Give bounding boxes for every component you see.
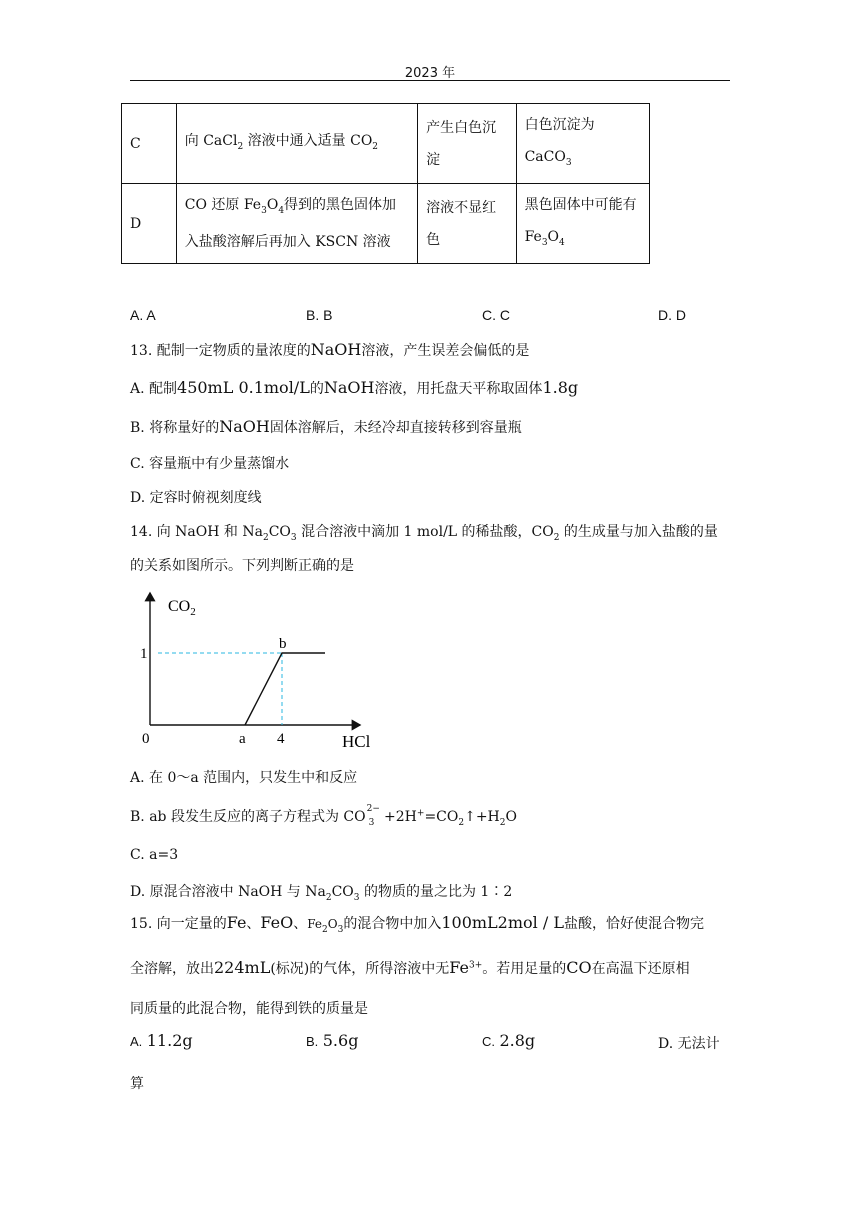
q15-stem-line1: 15. 向一定量的Fe、FeO、$Fe_2O_3$的混合物中加入100mL2mol / L盐酸，恰好使混合物完 (130, 913, 704, 935)
q13-option-c[interactable]: C. 容量瓶中有少量蒸馏水 (130, 456, 290, 472)
point-a-label: a (239, 731, 246, 747)
q14-option-d[interactable]: D. 原混合溶液中 NaOH 与 $Na_2CO_3$ 的物质的量之比为 1∶2 (130, 884, 513, 903)
q14-stem-line2: 的关系如图所示。下列判断正确的是 (130, 558, 354, 574)
q15-option-a[interactable]: A. 11.2g (130, 1031, 193, 1050)
choice-c[interactable]: C. C (482, 307, 510, 323)
q14-option-b[interactable]: B. ab 段发生反应的离子方程式为 CO 2− 3 $+2H^+=CO_2↑+H_2O$ (130, 804, 517, 828)
q15-option-b[interactable]: B. 5.6g (306, 1031, 359, 1050)
q15-option-d-continued: 算 (130, 1076, 144, 1092)
choice-b[interactable]: B. B (306, 307, 333, 323)
q14-option-c[interactable]: C. a=3 (130, 847, 179, 863)
q13-stem: 13. 配制一定物质的量浓度的NaOH溶液，产生误差会偏低的是 (130, 340, 530, 359)
q14-option-a[interactable]: A. 在 0～a 范围内，只发生中和反应 (130, 770, 358, 786)
choice-a[interactable]: A. A (130, 307, 156, 323)
q15-stem-line2: 全溶解，放出224mL(标况)的气体，所得溶液中无$Fe^{3+}$。若用足量的CO在高温下还原相 (130, 958, 690, 977)
options-table (121, 103, 650, 264)
phenomenon-cell: 产生白色沉淀 (418, 104, 516, 184)
q15-stem-line3: 同质量的此混合物，能得到铁的质量是 (130, 1001, 368, 1017)
page-header-year: 2023 年 (404, 66, 456, 81)
table-row (122, 104, 650, 184)
x-axis-label: HCl (342, 732, 370, 751)
point-b-label: b (279, 636, 287, 652)
co2-curve (245, 653, 325, 725)
phenomenon-cell: 溶液不显红色 (418, 184, 516, 264)
operation-cell: 向 CaCl$_2$ 溶液中通入适量 $CO_2$ (176, 104, 417, 184)
origin-label: 0 (142, 731, 150, 747)
x-tick-4: 4 (277, 731, 285, 747)
q13-option-b[interactable]: B. 将称量好的NaOH固体溶解后，未经冷却直接转移到容量瓶 (130, 417, 522, 436)
choice-d[interactable]: D. D (658, 307, 686, 323)
table-row (122, 184, 650, 264)
y-tick-1: 1 (140, 646, 148, 662)
option-label: D (122, 184, 177, 264)
y-axis-label: $CO_2$ (168, 598, 196, 618)
operation-cell: CO 还原 $Fe_3O_4$得到的黑色固体加入盐酸溶解后再加入 KSCN 溶液 (176, 184, 417, 264)
q15-option-d[interactable]: D. 无法计 (658, 1036, 720, 1052)
conclusion-cell: 黑色固体中可能有 $Fe_3O_4$ (516, 184, 649, 264)
q13-option-d[interactable]: D. 定容时俯视刻度线 (130, 490, 262, 506)
q13-option-a[interactable]: A. 配制450mL 0.1mol/L的NaOH溶液，用托盘天平称取固体1.8g (130, 378, 579, 397)
co2-hcl-graph (130, 585, 370, 755)
q14-stem-line1: 14. 向 NaOH 和 $Na_2CO_3$ 混合溶液中滴加 1 mol/L 的稀盐酸，$CO_2$ 的生成量与加入盐酸的量 (130, 524, 718, 543)
q15-option-c[interactable]: C. 2.8g (482, 1031, 536, 1050)
header-rule (130, 80, 730, 81)
option-label: C (122, 104, 177, 184)
conclusion-cell: 白色沉淀为 CaCO$_3$ (516, 104, 649, 184)
